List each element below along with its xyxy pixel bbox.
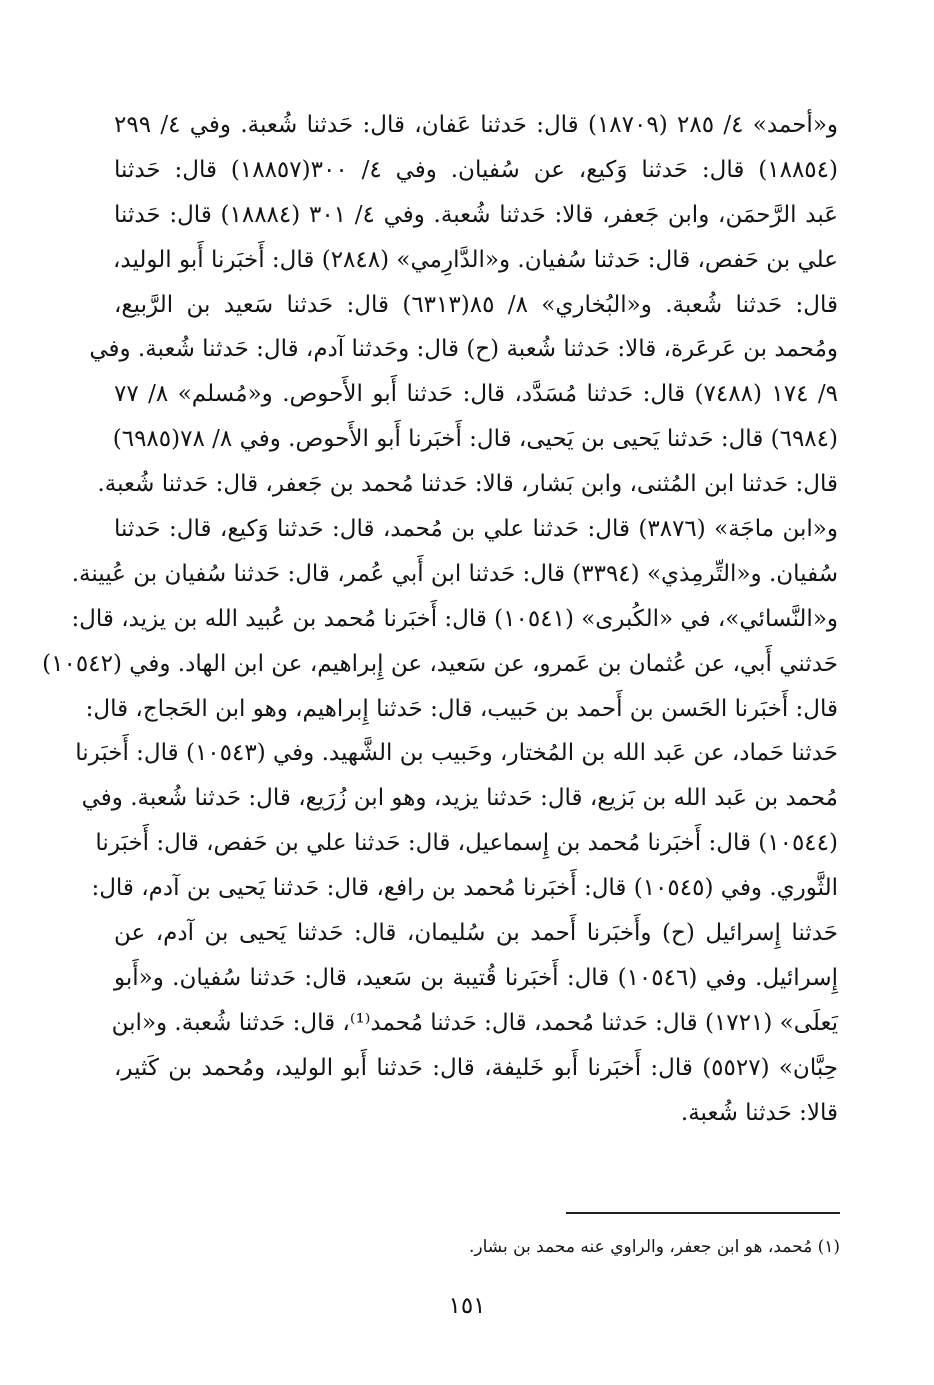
footnote-divider [566,1212,840,1214]
text-line: و«أحمد» ٤/ ٢٨٥ (١٨٧٠٩) قال: حَدثنا عَفان، قال: حَدثنا شُعبة. وفي ٤/ ٢٩٩ [114,112,838,138]
text-line: قال: أَخبَرنا الحَسن بن أَحمد بن حَبيب، قال: حَدثنا إِبراهيم، وهو ابن الحَجاج، قال: [85,695,838,722]
text-line: و«ابن ماجَة» (٣٨٧٦) قال: حَدثنا علي بن مُحمد، قال: حَدثنا وَكيع، قال: حَدثنا [114,516,838,543]
text-line: قالا: حَدثنا شُعبة. [680,1099,838,1126]
text-line: قال: حَدثنا ابن المُثنى، وابن بَشار، قالا: حَدثنا مُحمد بن جَعفر، قال: حَدثنا شُعبة. [97,471,838,498]
page-number: ١٥١ [448,1293,486,1319]
text-line: (٦٩٨٤) قال: حَدثنا يَحيى بن يَحيى، قال: أَخبَرنا أَبو الأَحوص. وفي ٨/ ٧٨(٦٩٨٥) [112,426,838,453]
main-text [42,103,839,1135]
text-line: عَبد الرَّحمَن، وابن جَعفر، قالا: حَدثنا شُعبة. وفي ٤/ ٣٠١ (١٨٨٨٤) قال: حَدثنا [114,201,838,228]
text-line: حِبَّان» (٥٥٢٧) قال: أَخبَرنا أَبو خَليفة، قال: حَدثنا أَبو الوليد، ومُحمد بن كَثير، [114,1054,838,1081]
text-line: علي بن حَفص، قال: حَدثنا سُفيان. و«الدَّارِمي» (٢٨٤٨) قال: أَخبَرنا أَبو الوليد، [112,246,838,273]
text-line: سُفيان. و«التِّرمِذي» (٣٣٩٤) قال: حَدثنا ابن أَبي عُمر، قال: حَدثنا سُفيان بن عُيينة. [71,560,838,587]
footnote: (١) مُحمد، هو ابن جعفر، والراوي عنه محمد بن بشار. [469,1237,840,1257]
text-line: إِسرائيل. وفي (١٠٥٤٦) قال: أَخبَرنا قُتيبة بن سَعيد، قال: حَدثنا سُفيان. و«أَبو [114,964,838,991]
text-line: ومُحمد بن عَرعَرة، قالا: حَدثنا شُعبة (ح) قال: وحَدثنا آدم، قال: حَدثنا شُعبة. وفي [89,336,838,363]
text-line: قال: حَدثنا شُعبة. و«البُخاري» ٨/ ٨٥(٦٣١٣) قال: حَدثنا سَعيد بن الرَّبيع، [114,291,839,318]
text-line: حَدثني أَبي، عن عُثمان بن عَمرو، عن سَعيد، عن إِبراهيم، عن ابن الهاد. وفي (١٠٥٤٢) [42,650,838,677]
text-line: ٩/ ١٧٤ (٧٤٨٨) قال: حَدثنا مُسَدَّد، قال: حَدثنا أَبو الأَحوص. و«مُسلم» ٨/ ٧٧ [114,381,838,408]
text-line: مُحمد بن عَبد الله بن بَزيع، قال: حَدثنا يزيد، وهو ابن زُرَيع، قال: حَدثنا شُعبة. وفي [81,785,838,812]
text-line: يَعلَى» (١٧٢١) قال: حَدثنا مُحمد، قال: حَدثنا مُحمد⁽¹⁾، قال: حَدثنا شُعبة. و«ابن [111,1009,838,1036]
text-line: الثَّوري. وفي (١٠٥٤٥) قال: أَخبَرنا مُحمد بن رافع، قال: حَدثنا يَحيى بن آدم، قال: [91,875,838,902]
text-line: (١٨٨٥٤) قال: حَدثنا وَكيع، عن سُفيان. وفي ٤/ ٣٠٠(١٨٨٥٧) قال: حَدثنا [114,156,838,183]
text-line: حَدثنا إِسرائيل (ح) وأَخبَرنا أَحمد بن سُليمان، قال: حَدثنا يَحيى بن آدم، عن [114,920,838,947]
text-line: (١٠٥٤٤) قال: أَخبَرنا مُحمد بن إِسماعيل، قال: حَدثنا علي بن حَفص، قال: أَخبَرنا [95,830,838,857]
text-line: حَدثنا حَماد، عن عَبد الله بن المُختار، وحَبيب بن الشَّهيد. وفي (١٠٥٤٣) قال: أَخبَرنا [75,740,838,767]
text-line: و«النَّسائي»، في «الكُبرى» (١٠٥٤١) قال: أَخبَرنا مُحمد بن عُبيد الله بن يزيد، قال: [71,605,838,632]
